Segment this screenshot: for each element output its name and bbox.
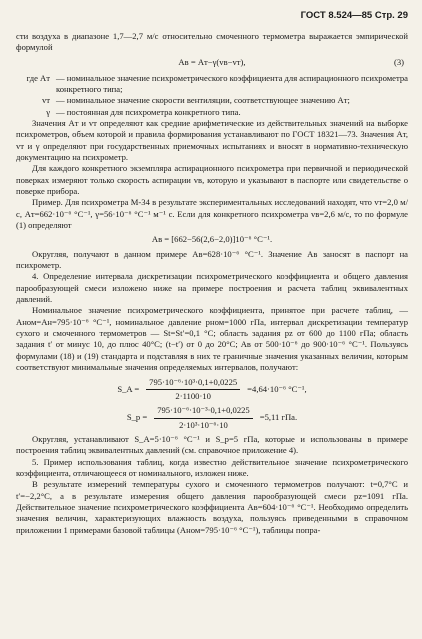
formula-s-p-fraction [154,405,253,431]
definition-v [16,95,408,106]
intro-paragraph: сти воздуха в диапазоне 1,7—2,7 м/с относительно смоченного термометра выражается эмпирической формулой [16,30,408,52]
definition-v-text: — номинальное значение скорости вентиляции, соответствующее значению Aт; [56,95,350,106]
formula-s-a [16,377,408,403]
formula-s-p-numerator: 795·10⁻⁶·10⁻³·0,1+0,0225 [154,405,253,418]
formula-s-p-lhs: S_p = [126,412,148,423]
paragraph-values: Значения Aт и vт определяют как средние арифметические из действительных значений на выборке психрометров, объем которой и правила формирования устанавливают по ГОСТ 18321—73. Значения Aт, vт и γ определяют при государственных приемочных испытаниях и вносят в нормативно-техническую документацию на психрометр. [16,117,408,162]
formula-s-p [16,405,408,431]
formula-example: Aв = [662−56(2,6−2,0)]10⁻⁶ °C⁻¹. [151,234,273,245]
paragraph-section-4: 4. Определение интервала дискретизации психрометрического коэффициента и общего давления парообразующей смеси изложено ниже на примере построения и расчета таблиц эквивалентных давлений. [16,271,408,305]
formula-s-p-denominator: 2·10³·10⁻⁶·10 [179,419,228,430]
paragraph-rounding: Округляя, получают в данном примере Aв=628·10⁻⁶ °C⁻¹. Значение Aв заносят в паспорт на психрометр. [16,248,408,271]
definition-a-symbol: где Aт [26,72,50,83]
formula-s-p-rhs: =5,11 гПа. [259,412,298,423]
paragraph-example: Пример. Для психрометра М-34 в результате экспериментальных исследований находят, что vт=2,0 м/с, Aт=662·10⁻⁶ °C⁻¹, γ=56·10⁻⁶ °C⁻¹ м⁻¹ с. Если для конкретного психрометра vв=2,6 м/с, то по формуле (1) определяют [16,197,408,231]
paragraph-individual: Для каждого конкретного экземпляра аспирационного психрометра при первичной и периодической поверках измеряют только скорость аспирации vв, которую и указывают в паспорте или свидетельстве о поверке прибора. [16,163,408,196]
paragraph-section-5: 5. Пример использования таблиц, когда известно действительное значение психрометрического коэффициента, отличающееся от номинального, изложен ниже. [16,456,408,478]
formula-3 [16,57,408,68]
formula-s-a-rhs: =4,64·10⁻⁶ °C⁻¹, [247,383,307,394]
formula-3-expr: Aв = Aт−γ(vв−vт), [178,57,246,68]
formula-3-number: (3) [393,57,404,68]
definition-a-text: — номинальное значение психрометрического коэффициента для аспирационного психрометра конкретного типа; [56,72,408,94]
formula-s-a-fraction [146,377,240,403]
formula-s-a-numerator: 795·10⁻⁶·10³·0,1+0,0225 [146,377,240,390]
formula-s-a-denominator: 2·1100·10 [175,390,211,401]
paragraph-nominal: Номинальное значение психрометрического коэффициента, принятое при расчете таблиц, —Aном=Aн=795·10⁻⁶ °C⁻¹, номинальное давление pном=1000 гПа, интервал дискретизации температур сухого и смоченного термометров — St=St′=0,1 °C; область задания pz от 600 до 1100 гПа; область задания t′ от минус 10, до плюс 40°C; (t−t′) от 0 до 20°C; Aв от 500·10⁻⁶ до 900·10⁻⁶ °C⁻¹. Пользуясь формулами (18) и (19) стандарта и подставляя в них те граничные значения указанных величин, которым соответствуют минимальные значения определяемых интервалов, получают: [16,305,408,373]
document-page [16,10,408,536]
page-header: ГОСТ 8.524—85 Стр. 29 [300,10,408,21]
definition-gamma-symbol: γ [46,106,50,117]
definition-a [16,73,408,96]
paragraph-rounding-intervals: Округляя, устанавливают S_A=5·10⁻⁶ °C⁻¹ и S_p=5 гПа, которые и использованы в примере построения таблиц эквивалентных давлений (см. справочное приложение 4). [16,433,408,456]
formula-s-a-lhs: S_A = [117,383,140,394]
definition-gamma [16,107,408,118]
paragraph-measurement: В результате измерений температуры сухого и смоченного термометров получают: t=0,7°C и t′=−2,2°C, а в результате измерения общего давления парообразующей смеси pz=1091 гПа. Действительное значение психрометрического коэффициента Aв=604·10⁻⁶ °C⁻¹. Необходимо определить значения величин, характеризующих влажность воздуха, пользуясь приведенными в справочном приложении 1 примерами базовой таблицы (Aном=795·10⁻⁶ °C⁻¹), таблицы попра- [16,479,408,535]
definition-gamma-text: — постоянная для психрометра конкретного типа. [56,106,241,117]
definition-v-symbol: vт [41,95,50,106]
